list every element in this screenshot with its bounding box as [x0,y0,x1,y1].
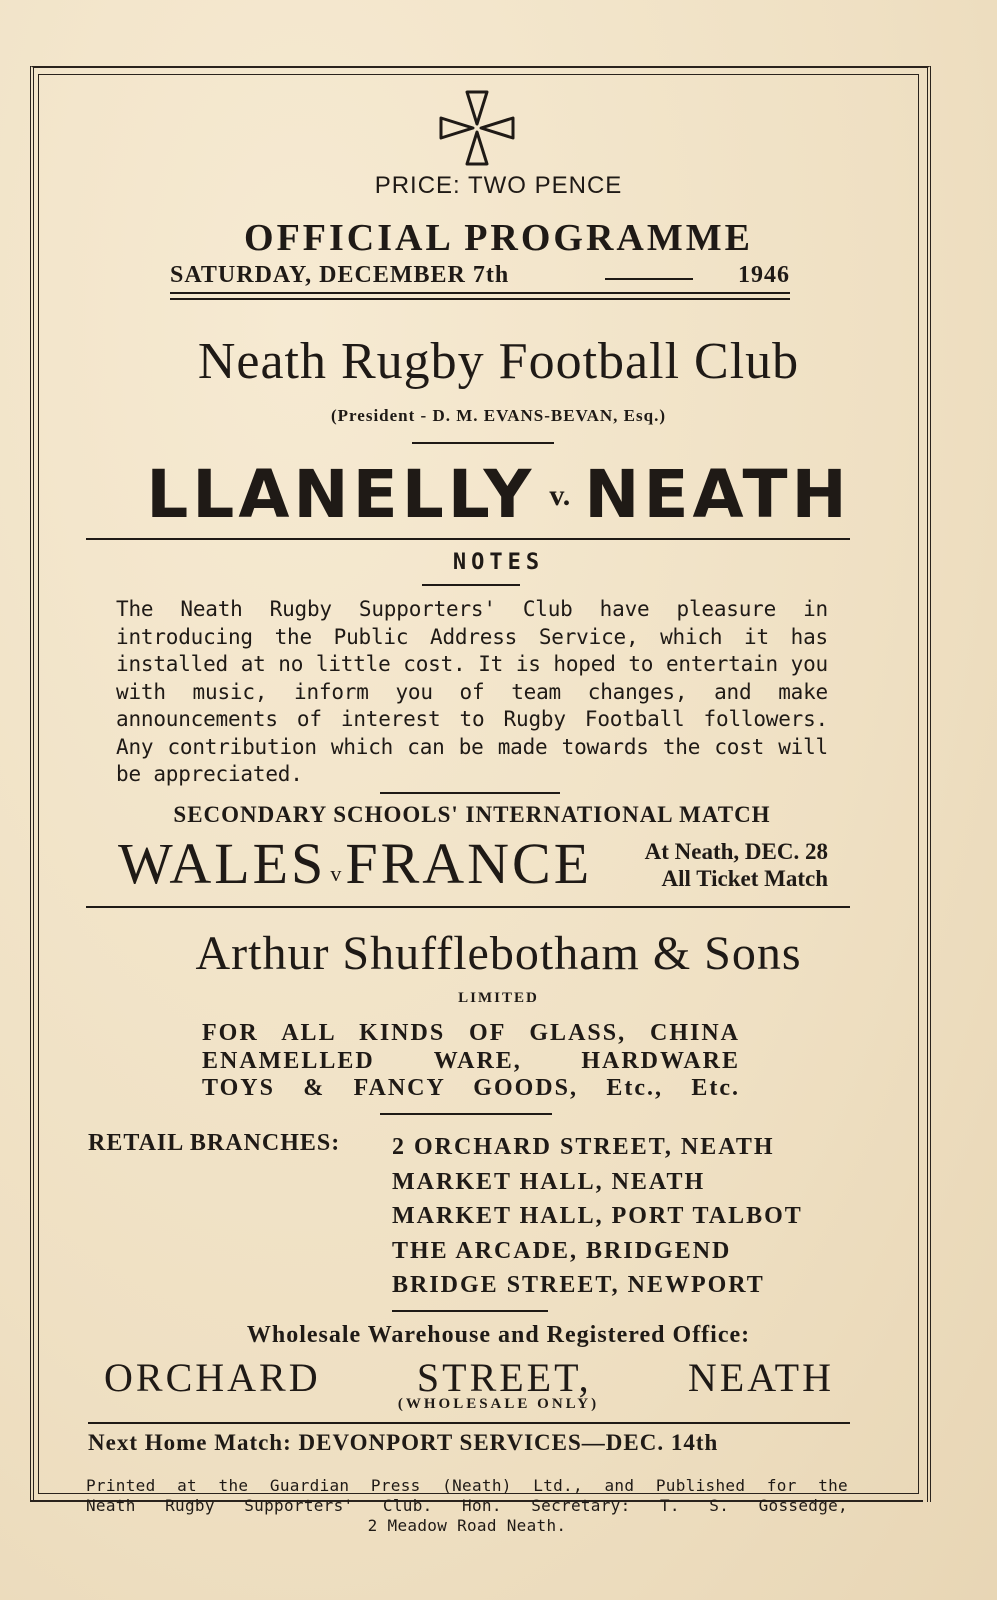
branch-item: MARKET HALL, PORT TALBOT [392,1203,803,1229]
notes-underline [422,584,520,586]
divider-short [412,442,554,444]
branch-item: BRIDGE STREET, NEWPORT [392,1272,765,1298]
branches-label: RETAIL BRANCHES: [88,1130,341,1156]
header-rule-1 [170,292,790,294]
branch-item: MARKET HALL, NEATH [392,1168,706,1195]
office-word: NEATH [687,1355,834,1400]
header-rule-2 [170,298,790,300]
maltese-cross-icon [437,88,517,168]
notes-body: The Neath Rugby Supporters' Club have pleasure in introducing the Public Address Service, which it has installed at no little cost. It is hoped to entertain you with music, inform you of team changes, and make announcements of interest to Rugby Football followers. Any contribution which can be made towards the cost will be appreciated. [116,597,828,786]
wholesale-title: Wholesale Warehouse and Registered Office: [246,1322,751,1348]
printer-line: Printed at the Guardian Press (Neath) Ltd., and Published for the [86,1476,848,1495]
club-name: Neath Rugby Football Club [197,333,800,390]
printer-line: 2 Meadow Road Neath. [367,1516,567,1535]
goods-line: TOYS & FANCY GOODS, Etc., Etc. [202,1075,740,1101]
match-versus: v. [549,479,571,512]
notes-divider [380,792,560,794]
match-rule [86,538,850,540]
branch-item: THE ARCADE, BRIDGEND [392,1237,732,1264]
advert-rule [88,1422,850,1424]
wholesale-only: (WHOLESALE ONLY) [397,1396,600,1412]
advert-company: Arthur Shufflebotham & Sons [195,927,802,980]
schools-venue: At Neath, DEC. 28 [644,839,828,864]
office-word: ORCHARD [104,1355,321,1400]
advert-limited: LIMITED [458,990,539,1006]
schools-team-1: WALES [118,831,327,896]
office-word: STREET, [416,1355,592,1400]
schools-ticket: All Ticket Match [661,866,828,891]
club-president: (President - D. M. EVANS-BEVAN, Esq.) [331,406,666,425]
office-address [104,1354,834,1401]
notes-title: NOTES [452,550,545,575]
match-date: SATURDAY, DECEMBER 7th [170,262,510,288]
programme-title: OFFICIAL PROGRAMME [244,217,753,259]
match-title [0,456,997,533]
advert-goods [202,1020,740,1103]
schools-match-info [570,838,828,892]
home-team: LLANELLY [146,456,536,533]
goods-line: ENAMELLED WARE, HARDWARE [202,1047,740,1074]
branches-list [392,1130,850,1303]
price: PRICE: TWO PENCE [374,172,623,199]
schools-match-title: SECONDARY SCHOOLS' INTERNATIONAL MATCH [173,802,771,827]
schools-rule [86,906,850,908]
printer-credit [86,1476,848,1536]
branches-divider [392,1310,548,1312]
schools-team-2: FRANCE [345,831,593,896]
printer-line: Neath Rugby Supporters' Club. Hon. Secretary: T. S. Gossedge, [86,1496,848,1515]
next-home-match: Next Home Match: DEVONPORT SERVICES—DEC. 14th [88,1430,719,1455]
date-dash [605,278,693,280]
goods-divider [380,1113,552,1115]
schools-teams [118,830,592,897]
branch-item: 2 ORCHARD STREET, NEATH [392,1134,775,1160]
goods-line: FOR ALL KINDS OF GLASS, CHINA [202,1020,740,1046]
schools-versus: v [330,861,342,886]
match-year: 1946 [738,262,790,288]
away-team: NEATH [584,456,851,533]
